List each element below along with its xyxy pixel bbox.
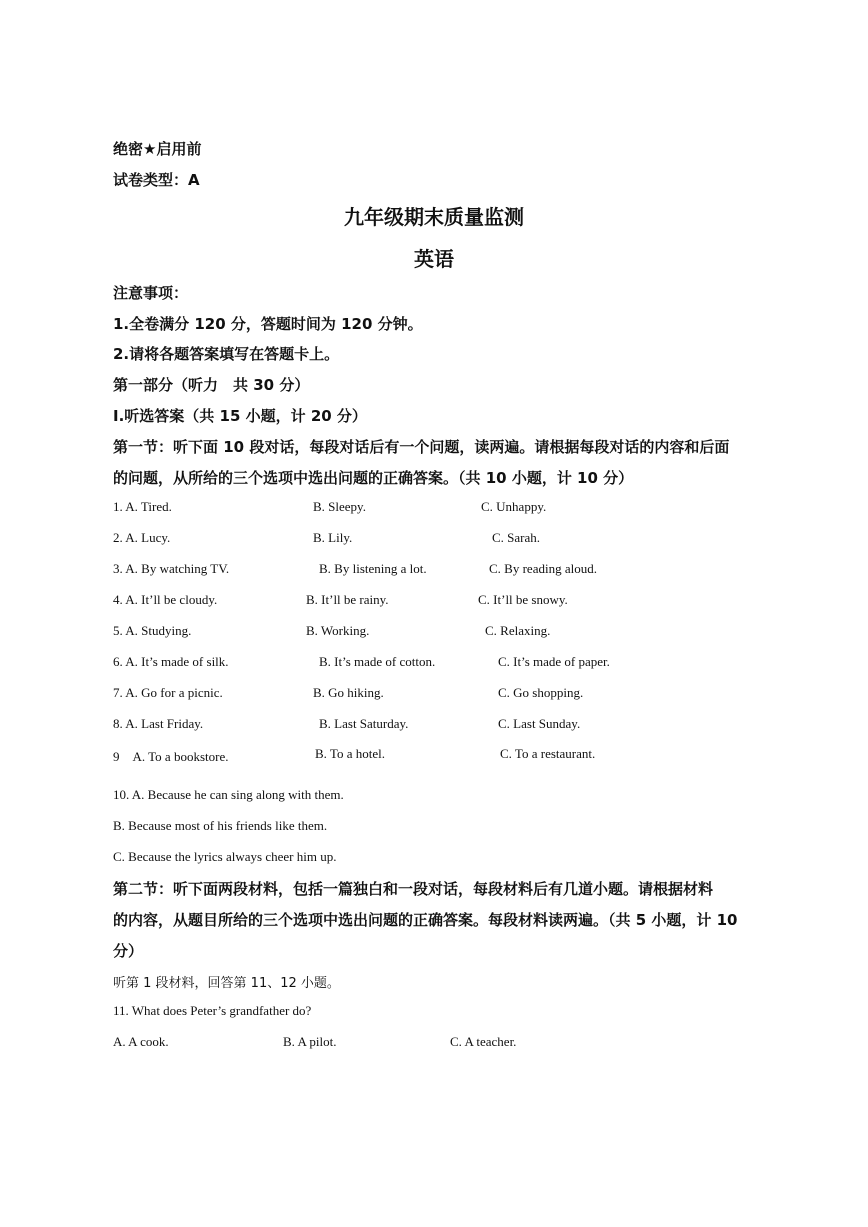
material-instruction: 听第 1 段材料，回答第 11、12 小题。 xyxy=(113,976,340,991)
question-1-option-c: C. Unhappy. xyxy=(481,499,547,514)
question-7-option-b: B. Go hiking. xyxy=(313,685,384,700)
question-6-option-a: 6. A. It’s made of silk. xyxy=(113,654,229,669)
notes-heading: 注意事项： xyxy=(113,284,189,302)
question-4-option-b: B. It’ll be rainy. xyxy=(306,592,389,607)
question-9-option-b: B. To a hotel. xyxy=(315,746,385,761)
question-4-option-c: C. It’ll be snowy. xyxy=(478,592,568,607)
question-5-option-a: 5. A. Studying. xyxy=(113,623,192,638)
question-10-option-c: C. Because the lyrics always cheer him up. xyxy=(113,849,337,864)
question-11-stem: 11. What does Peter’s grandfather do? xyxy=(113,1003,312,1018)
question-1-option-a: 1. A. Tired. xyxy=(113,499,172,514)
question-10-option-a: 10. A. Because he can sing along with them. xyxy=(113,787,344,802)
paper-type: 试卷类型：A xyxy=(113,171,200,189)
note-item-2: 2.请将各题答案填写在答题卡上。 xyxy=(113,345,340,363)
confidential-mark: 绝密★启用前 xyxy=(113,140,202,158)
question-9-option-a: 9 A. To a bookstore. xyxy=(113,749,229,764)
question-11-option-b: B. A pilot. xyxy=(283,1034,337,1049)
question-3-option-b: B. By listening a lot. xyxy=(319,561,427,576)
part-one-heading: 第一部分（听力 共 30 分） xyxy=(113,376,310,394)
question-5-option-b: B. Working. xyxy=(306,623,370,638)
section-instruction-line: 分） xyxy=(113,942,144,960)
question-7-option-c: C. Go shopping. xyxy=(498,685,584,700)
question-6-option-b: B. It’s made of cotton. xyxy=(319,654,436,669)
question-6-option-c: C. It’s made of paper. xyxy=(498,654,610,669)
section-instruction-line: 的问题，从所给的三个选项中选出问题的正确答案。（共 10 小题，计 10 分） xyxy=(113,469,634,487)
question-7-option-a: 7. A. Go for a picnic. xyxy=(113,685,223,700)
note-item-1: 1.全卷满分 120 分，答题时间为 120 分钟。 xyxy=(113,315,423,333)
question-1-option-b: B. Sleepy. xyxy=(313,499,366,514)
question-3-option-a: 3. A. By watching TV. xyxy=(113,561,230,576)
exam-title: 九年级期末质量监测 xyxy=(344,205,524,229)
question-9-option-c: C. To a restaurant. xyxy=(500,746,596,761)
question-11-option-a: A. A cook. xyxy=(113,1034,169,1049)
question-8-option-c: C. Last Sunday. xyxy=(498,716,581,731)
question-2-option-b: B. Lily. xyxy=(313,530,353,545)
question-8-option-a: 8. A. Last Friday. xyxy=(113,716,204,731)
section-instruction-line: 的内容，从题目所给的三个选项中选出问题的正确答案。每段材料读两遍。（共 5 小题，计 10 xyxy=(113,911,738,929)
section-instruction-line: 第二节：听下面两段材料，包括一篇独白和一段对话，每段材料后有几道小题。请根据材料 xyxy=(113,880,714,898)
question-2-option-a: 2. A. Lucy. xyxy=(113,530,171,545)
question-4-option-a: 4. A. It’ll be cloudy. xyxy=(113,592,218,607)
question-8-option-b: B. Last Saturday. xyxy=(319,716,409,731)
question-10-option-b: B. Because most of his friends like them. xyxy=(113,818,328,833)
question-11-option-c: C. A teacher. xyxy=(450,1034,517,1049)
section-instruction-line: 第一节：听下面 10 段对话，每段对话后有一个问题，读两遍。请根据每段对话的内容和后面 xyxy=(113,438,730,456)
section-one-heading: Ⅰ.听选答案（共 15 小题，计 20 分） xyxy=(113,407,367,425)
question-2-option-c: C. Sarah. xyxy=(492,530,541,545)
subject-title: 英语 xyxy=(414,247,454,271)
question-5-option-c: C. Relaxing. xyxy=(485,623,551,638)
question-3-option-c: C. By reading aloud. xyxy=(489,561,597,576)
